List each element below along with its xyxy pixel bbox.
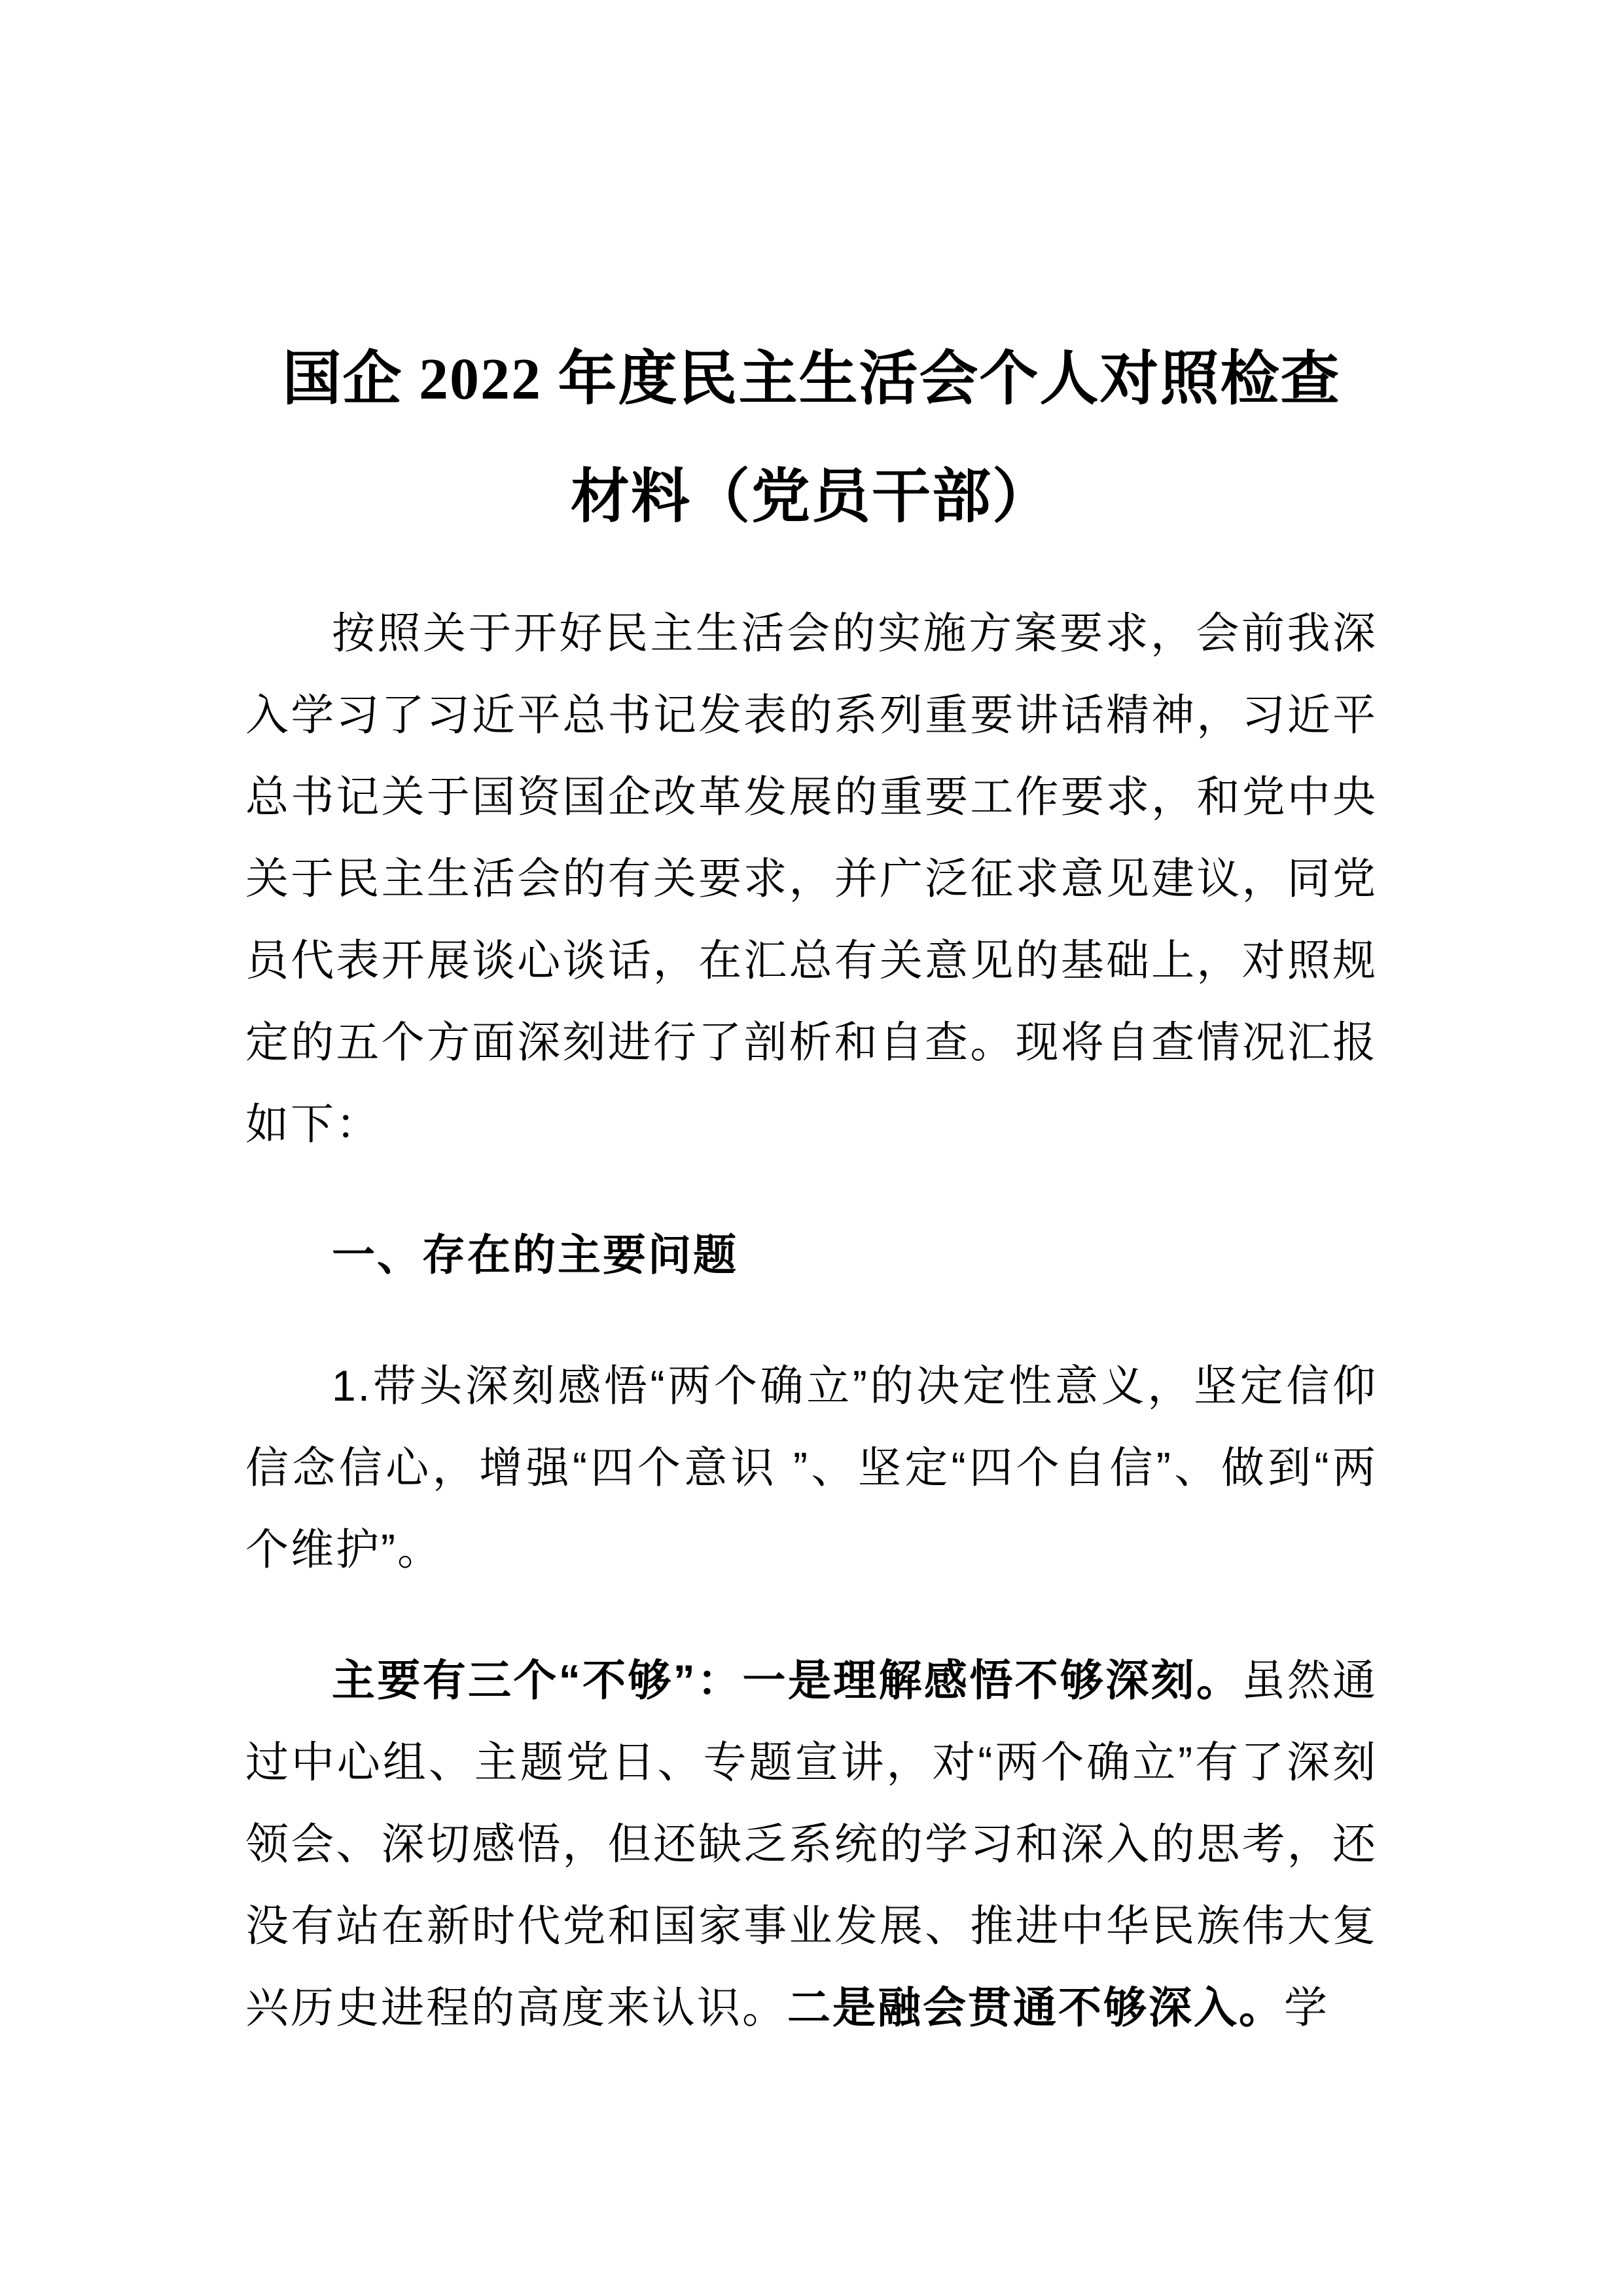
- text-run: 学: [1284, 1983, 1329, 2032]
- paragraph: [245, 1345, 1378, 1590]
- title-line-1: 国企 2022 年度民主生活会个人对照检查: [282, 347, 1341, 412]
- section-heading: [245, 1214, 1378, 1296]
- paragraph: [245, 592, 1378, 1165]
- title-line-2: 材料（党员干部）: [571, 465, 1052, 529]
- document-body: [245, 592, 1378, 2049]
- document-title: [245, 321, 1378, 556]
- text-run: 按照关于开好民主生活会的实施方案要求，会前我深入学习了习近平总书记发表的系列重要讲话精神，习近平总书记关于国资国企改革发展的重要工作要求，和党中央关于民主生活会的有关要求，并广泛征求意见建议，同党员代表开展谈心谈话，在汇总有关意见的基础上，对照规定的五个方面深刻进行了剖析和自查。现将自查情况汇报如下：: [245, 609, 1378, 1148]
- text-run: 虽然通过中心组、主题党日、专题宣讲，对“两个确立”有了深刻领会、深切感悟，但还缺乏系统的学习和深入的思考，还没有站在新时代党和国家事业发展、推进中华民族伟大复兴历史进程的高度来认识。: [245, 1656, 1378, 2032]
- bold-text-run: 二是融会贯通不够深入。: [787, 1983, 1284, 2032]
- bold-text-run: 主要有三个“不够”：一是理解感悟不够深刻。: [332, 1656, 1242, 1704]
- bold-text-run: 一、存在的主要问题: [332, 1230, 738, 1279]
- text-run: 1.带头深刻感悟“两个确立”的决定性意义，坚定信仰信念信心，增强“四个意识 ”、坚定“四个自信”、做到“两个维护”。: [245, 1361, 1378, 1573]
- paragraph: [245, 1640, 1378, 2049]
